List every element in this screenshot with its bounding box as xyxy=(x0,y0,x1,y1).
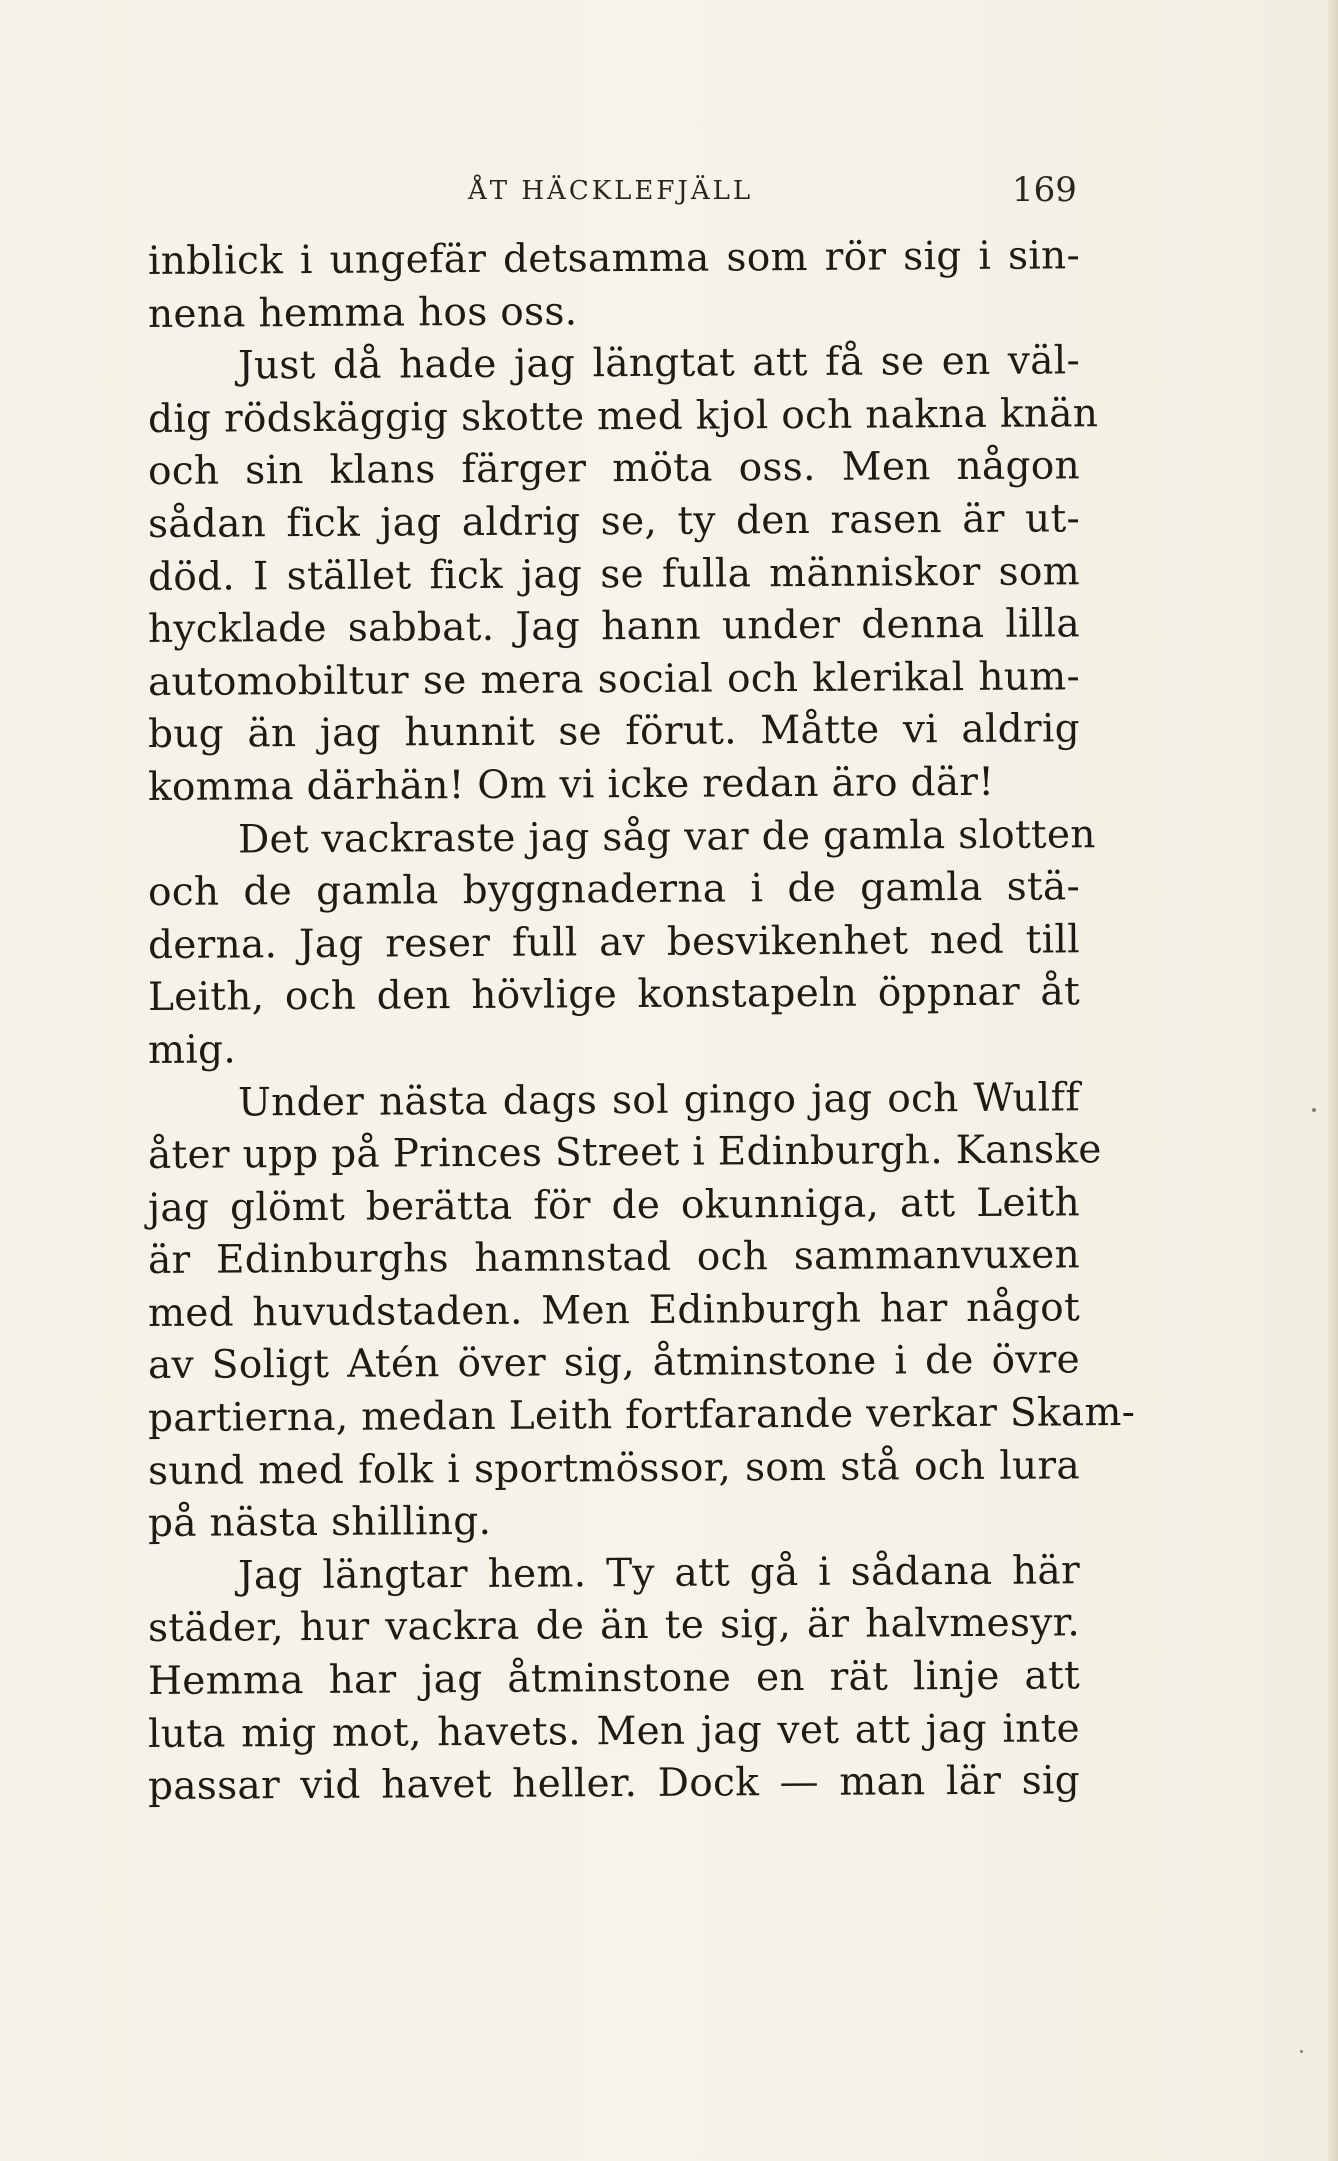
text-line: nena hemma hos oss. xyxy=(147,288,578,337)
text-line: hycklade sabbat. Jag hann under denna lilla xyxy=(147,601,1081,653)
text-line: Hemma har jag åtminstone en rät linje att xyxy=(147,1653,1081,1705)
text-line: mig. xyxy=(147,1027,237,1073)
text-line: sund med folk i sportmössor, som stå och lura xyxy=(147,1442,1081,1494)
running-title: ÅT HÄCKLEFJÄLL xyxy=(468,176,754,206)
text-line: Under nästa dags sol gingo jag och Wulff xyxy=(237,1074,1081,1125)
text-line: av Soligt Atén över sig, åtminstone i de övre xyxy=(147,1337,1081,1389)
text-line: passar vid havet heller. Dock — man lär sig xyxy=(147,1758,1081,1810)
text-line: derna. Jag reser full av besvikenhet ned till xyxy=(147,917,1081,968)
text-line: automobiltur se mera social och klerikal hum- xyxy=(147,654,1081,705)
paper-speck xyxy=(1312,1108,1316,1112)
text-line: partierna, medan Leith fortfarande verkar Skam- xyxy=(147,1390,1136,1442)
text-line: död. I stället fick jag se fulla människor som xyxy=(147,548,1081,600)
text-line: åter upp på Princes Street i Edinburgh. Kanske xyxy=(147,1127,1102,1179)
text-line: på nästa shilling. xyxy=(147,1499,492,1547)
text-line: komma därhän! Om vi icke redan äro där! xyxy=(147,759,995,810)
text-line: sådan fick jag aldrig se, ty den rasen är ut- xyxy=(147,496,1081,547)
page-number: 169 xyxy=(1012,170,1077,210)
text-line: städer, hur vackra de än te sig, är halvmesyr. xyxy=(147,1600,1081,1652)
text-line: dig rödskäggig skotte med kjol och nakna knän xyxy=(147,390,1099,442)
text-line: och sin klans färger möta oss. Men någon xyxy=(147,443,1081,495)
text-line: bug än jag hunnit se förut. Måtte vi aldrig xyxy=(147,706,1081,758)
text-line: Det vackraste jag såg var de gamla slotten xyxy=(237,811,1096,862)
text-line: och de gamla byggnaderna i de gamla stä- xyxy=(147,864,1081,916)
text-line: Leith, och den hövlige konstapeln öppnar åt xyxy=(147,969,1081,1021)
body-text xyxy=(147,233,1136,1814)
text-line: Jag längtar hem. Ty att gå i sådana här xyxy=(237,1548,1081,1599)
text-line: Just då hade jag längtat att få se en väl- xyxy=(237,338,1081,389)
text-line: är Edinburghs hamnstad och sammanvuxen xyxy=(147,1232,1081,1284)
text-line: inblick i ungefär detsamma som rör sig i sin- xyxy=(147,233,1081,284)
page-edge xyxy=(1328,0,1338,2161)
text-line: med huvudstaden. Men Edinburgh har något xyxy=(147,1285,1081,1336)
paper-speck xyxy=(1300,2050,1303,2053)
text-line: luta mig mot, havets. Men jag vet att jag inte xyxy=(147,1705,1081,1757)
text-line: jag glömt berätta för de okunniga, att Leith xyxy=(147,1179,1081,1231)
